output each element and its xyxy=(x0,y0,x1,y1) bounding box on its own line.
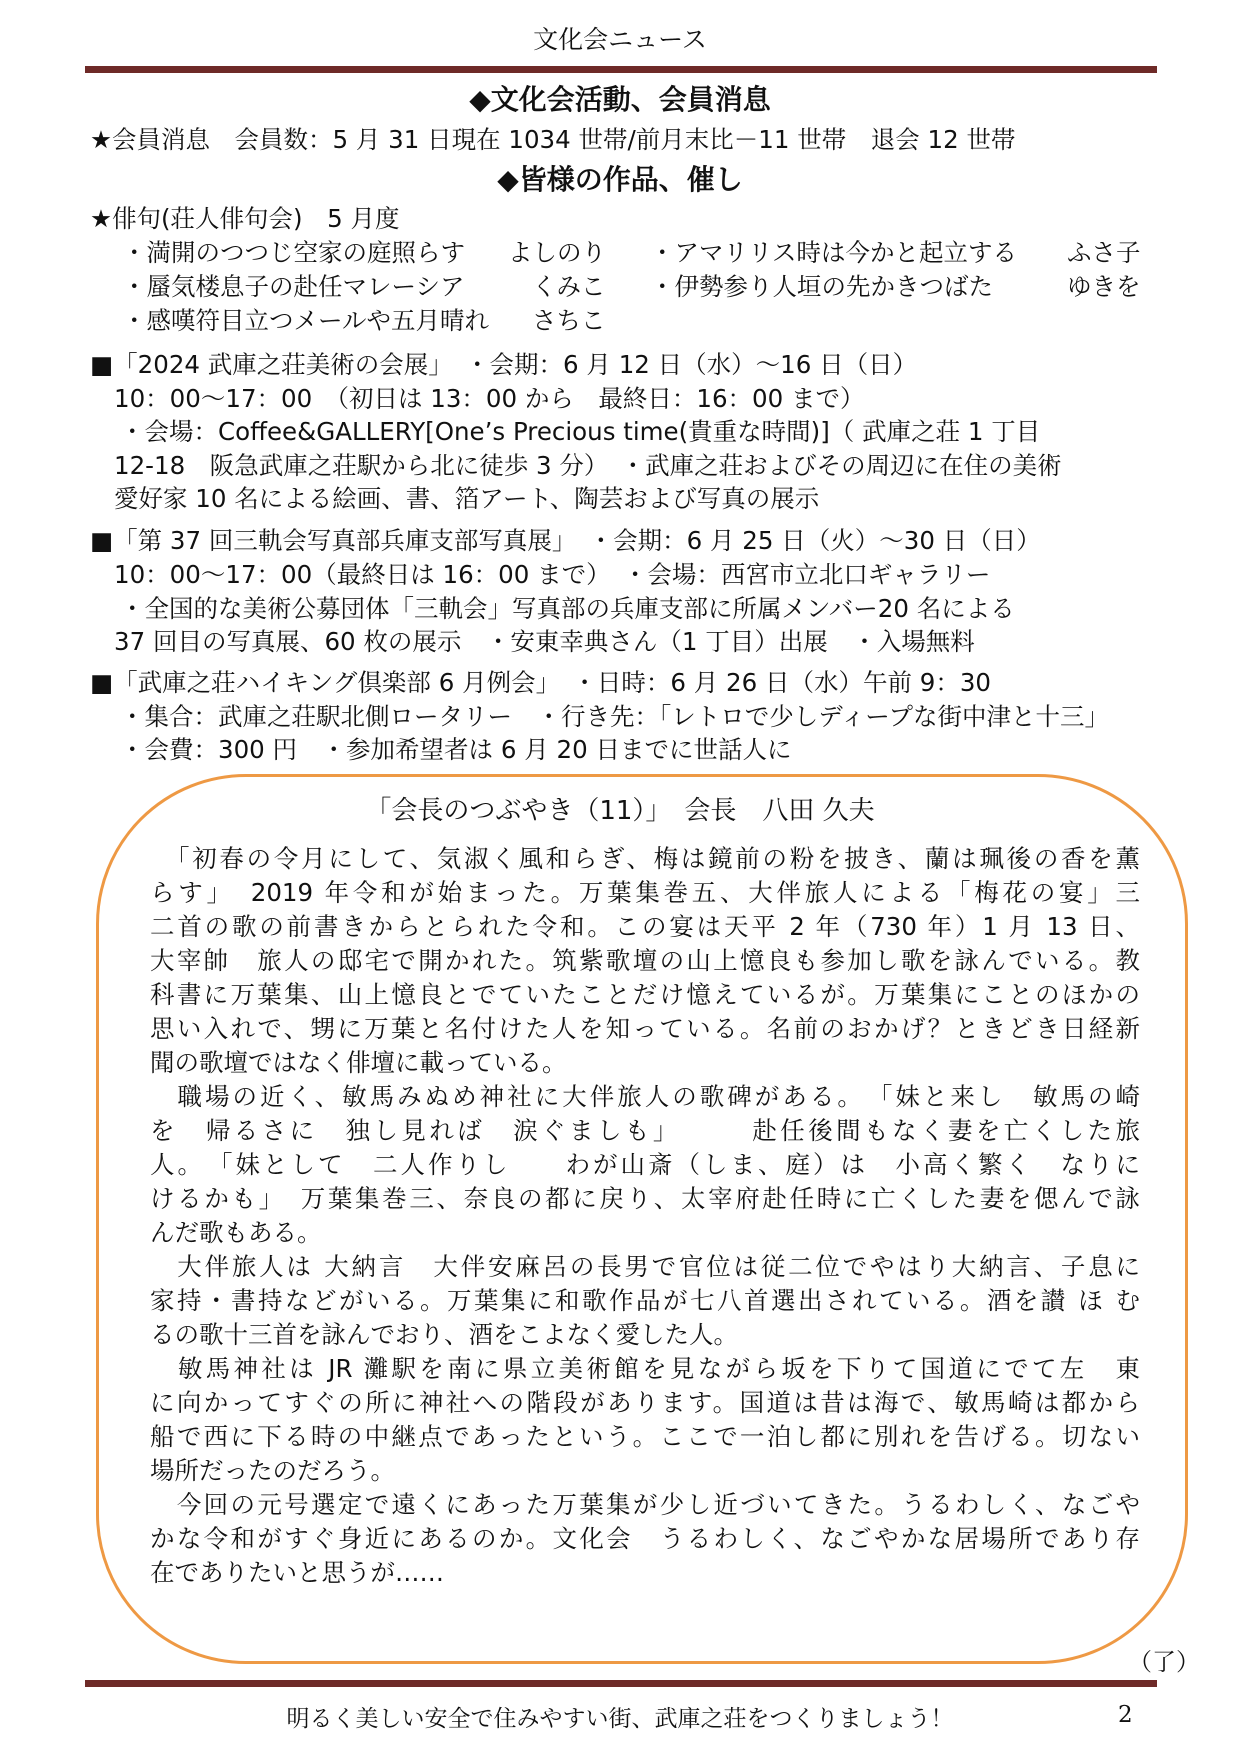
haiku-text: ・伊勢参り人垣の先かきつばた xyxy=(650,272,993,301)
event-line: ■「第 37 回三軌会写真部兵庫支部写真展」 ・会期：6 月 25 日（火）～30 日（日） xyxy=(90,526,1041,555)
essay-line: らす」 2019 年令和が始まった。万葉集巻五、大伴旅人による「梅花の宴」三 xyxy=(150,878,1140,907)
essay-line: 人。 「妹として 二人作りし わが山斎（しま、庭）は 小高く繁く なりに xyxy=(150,1150,1140,1179)
essay-line: 家持・書持などがいる。万葉集に和歌作品が七八首選出されている。酒を讃 ほ む xyxy=(150,1286,1140,1315)
essay-line: けるかも」 万葉集巻三、奈良の都に戻り、太宰府赴任時に亡くした妻を偲んで詠 xyxy=(150,1184,1140,1213)
event-line: 10：00～17：00 （初日は 13：00 から 最終日：16：00 まで） xyxy=(114,384,865,413)
essay-line: 「初春の令月にして、気淑く風和らぎ、梅は鏡前の粉を披き、蘭は珮後の香を薫 xyxy=(150,844,1140,873)
haiku-author: さちこ xyxy=(532,306,606,335)
haiku-text: ・蜃気楼息子の赴任マレーシア xyxy=(122,272,465,301)
essay-line: に向かってすぐの所に神社への階段があります。国道は昔は海で、敏馬崎は都から xyxy=(150,1388,1140,1417)
haiku-author: よしのり xyxy=(508,238,606,267)
event-line: ・全国的な美術公募団体「三軌会」写真部の兵庫支部に所属メンバー20 名による xyxy=(120,594,1015,623)
essay-line: 在でありたいと思うが…… xyxy=(150,1558,444,1587)
member-news-line: ★会員消息 会員数：5 月 31 日現在 1034 世帯/前月末比－11 世帯 退会 12 世帯 xyxy=(90,125,1016,154)
event-line: ■「武庫之荘ハイキング倶楽部 6 月例会」 ・日時：6 月 26 日（水）午前 9：30 xyxy=(90,668,992,697)
essay-line: かな令和がすぐ身近にあるのか。文化会 うるわしく、なごやかな居場所であり存 xyxy=(150,1524,1140,1553)
event-line: ・集合：武庫之荘駅北側ロータリー ・行き先：「レトロで少しディープな街中津と十三」 xyxy=(120,702,1110,731)
essay-line: 大伴旅人は 大納言 大伴安麻呂の長男で官位は従二位でやはり大納言、子息に xyxy=(150,1252,1140,1281)
event-line: ・会場：Coffee&GALLERY[One’s Precious time(貴重な時間)]（ 武庫之荘 1 丁目 xyxy=(120,417,1041,446)
section-title-activities: ◆文化会活動、会員消息 xyxy=(469,83,771,116)
newsletter-title: 文化会ニュース xyxy=(533,25,707,54)
haiku-author: くみこ xyxy=(532,272,606,301)
essay-line: 今回の元号選定で遠くにあった万葉集が少し近づいてきた。うるわしく、なごや xyxy=(150,1490,1140,1519)
haiku-text: ・感嘆符目立つメールや五月晴れ xyxy=(122,306,490,335)
essay-line: 場所だったのだろう。 xyxy=(150,1456,395,1485)
footer-slogan: 明るく美しい安全で住みやすい街、武庫之荘をつくりましょう！ xyxy=(286,1706,954,1732)
essay-line: 二首の歌の前書きからとられた令和。この宴は天平 2 年（730 年）1 月 13 日、 xyxy=(150,912,1140,941)
event-line: ・会費：300 円 ・参加希望者は 6 月 20 日までに世話人に xyxy=(120,735,792,764)
essay-line: 大宰帥 旅人の邸宅で開かれた。筑紫歌壇の山上憶良も参加し歌を詠んでいる。教 xyxy=(150,946,1140,975)
event-line: 12-18 阪急武庫之荘駅から北に徒歩 3 分） ・武庫之荘およびその周辺に在住の美術 xyxy=(114,451,1062,480)
haiku-text: ・満開のつつじ空家の庭照らす xyxy=(122,238,465,267)
event-line: 愛好家 10 名による絵画、書、箔アート、陶芸および写真の展示 xyxy=(114,484,820,513)
essay-line: 聞の歌壇ではなく俳壇に載っている。 xyxy=(150,1048,567,1077)
haiku-text: ・アマリリス時は今かと起立する xyxy=(650,238,1018,267)
page-number: 2 xyxy=(1118,1702,1133,1728)
haiku-heading: ★俳句(荘人俳句会) 5 月度 xyxy=(90,204,400,233)
event-line: ■「2024 武庫之荘美術の会展」 ・会期：6 月 12 日（水）～16 日（日） xyxy=(90,350,918,379)
essay-line: 思い入れで、甥に万葉と名付けた人を知っている。名前のおかげ？ときどき日経新 xyxy=(150,1014,1140,1043)
essay-line: を 帰るさに 独し見れば 涙ぐましも」 赴任後間もなく妻を亡くした旅 xyxy=(150,1116,1140,1145)
event-line: 10：00～17：00（最終日は 16：00 まで） ・会場：西宮市立北口ギャラリー xyxy=(114,560,991,589)
header-rule xyxy=(85,66,1157,73)
footer-rule xyxy=(85,1680,1157,1687)
essay-line: 船で西に下る時の中継点であったという。ここで一泊し都に別れを告げる。切ない xyxy=(150,1422,1140,1451)
event-line: 37 回目の写真展、60 枚の展示 ・安東幸典さん（1 丁目）出展 ・入場無料 xyxy=(114,627,975,656)
section-title-works: ◆皆様の作品、催し xyxy=(497,163,743,196)
essay-title: 「会長のつぶやき（11）」 会長 八田 久夫 xyxy=(365,796,875,826)
haiku-author: ふさ子 xyxy=(1067,238,1141,267)
essay-line: るの歌十三首を詠んでおり、酒をこよなく愛した人。 xyxy=(150,1320,738,1349)
essay-line: 科書に万葉集、山上憶良とでていたことだけ憶えているが。万葉集にことのほかの xyxy=(150,980,1140,1009)
essay-line: んだ歌もある。 xyxy=(150,1218,322,1247)
essay-line: 職場の近く、敏馬みぬめ神社に大伴旅人の歌碑がある。 「妹と来し 敏馬の崎 xyxy=(150,1082,1140,1111)
essay-end-mark: （了） xyxy=(1128,1648,1200,1676)
essay-line: 敏馬神社は JR 灘駅を南に県立美術館を見ながら坂を下りて国道にでて左 東 xyxy=(150,1354,1140,1383)
haiku-author: ゆきを xyxy=(1067,272,1141,301)
